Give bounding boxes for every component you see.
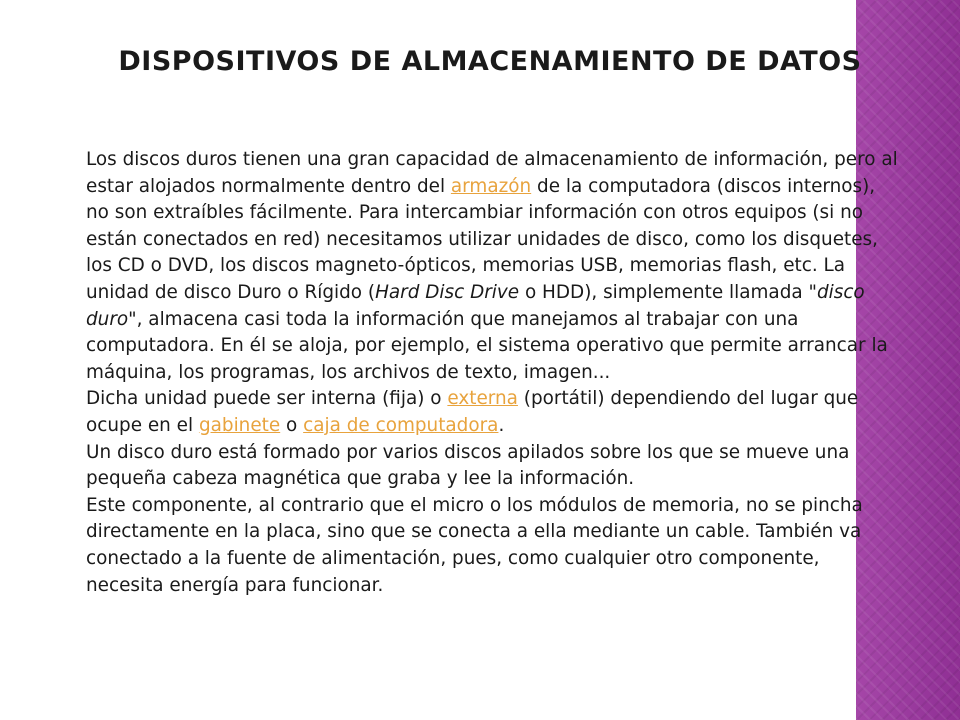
link-gabinete[interactable]: gabinete [198, 414, 281, 436]
text-run: de la computadora (discos internos), no son extraíbles fácilmente. Para intercambiar información con otros equipos (si no están conectados en red) necesitamos utilizar unidades de disco, como los disquetes, los CD o DVD, los discos magneto-ópticos, memorias USB, memorias flash, etc. La unidad de disco Duro o Rígido ( [86, 175, 878, 303]
slide-body [86, 147, 898, 599]
text-run: o [280, 414, 304, 436]
text-italic-disco-duro: disco duro [86, 281, 865, 330]
link-externa[interactable]: externa [447, 388, 518, 410]
link-armazon[interactable]: armazón [450, 175, 532, 197]
paragraph-internal-external [86, 386, 898, 439]
slide-title: DISPOSITIVOS DE ALMACENAMIENTO DE DATOS [118, 46, 862, 77]
paragraph-hard-disk-intro [86, 147, 898, 386]
text-run: o HDD), simplemente llamada " [519, 281, 817, 303]
text-run: Los discos duros tienen una gran capacidad de almacenamiento de información, pero al estar alojados normalmente dentro del [86, 149, 898, 197]
text-run: (portátil) dependiendo del lugar que ocupe en el [86, 388, 859, 436]
paragraph-disk-structure: Un disco duro está formado por varios discos apilados sobre los que se mueve una pequeña cabeza magnética que graba y lee la información. [86, 441, 850, 490]
paragraph-connection: Este componente, al contrario que el micro o los módulos de memoria, no se pincha directamente en la placa, sino que se conecta a ella mediante un cable. También va conectado a la fuente de alimentación, pues, como cualquier otro componente, necesita energía para funcionar. [86, 494, 863, 596]
text-italic-hard-disc-drive: Hard Disc Drive [375, 281, 520, 303]
text-run: Dicha unidad puede ser interna (fija) o [86, 388, 448, 410]
text-run: . [498, 414, 505, 436]
text-run: ", almacena casi toda la información que manejamos al trabajar con una computadora. En él se aloja, por ejemplo, el sistema operativo que permite arrancar la máquina, los programas, los archivos de texto, imagen... [86, 308, 888, 383]
link-caja-de-computadora[interactable]: caja de computadora [303, 414, 499, 436]
